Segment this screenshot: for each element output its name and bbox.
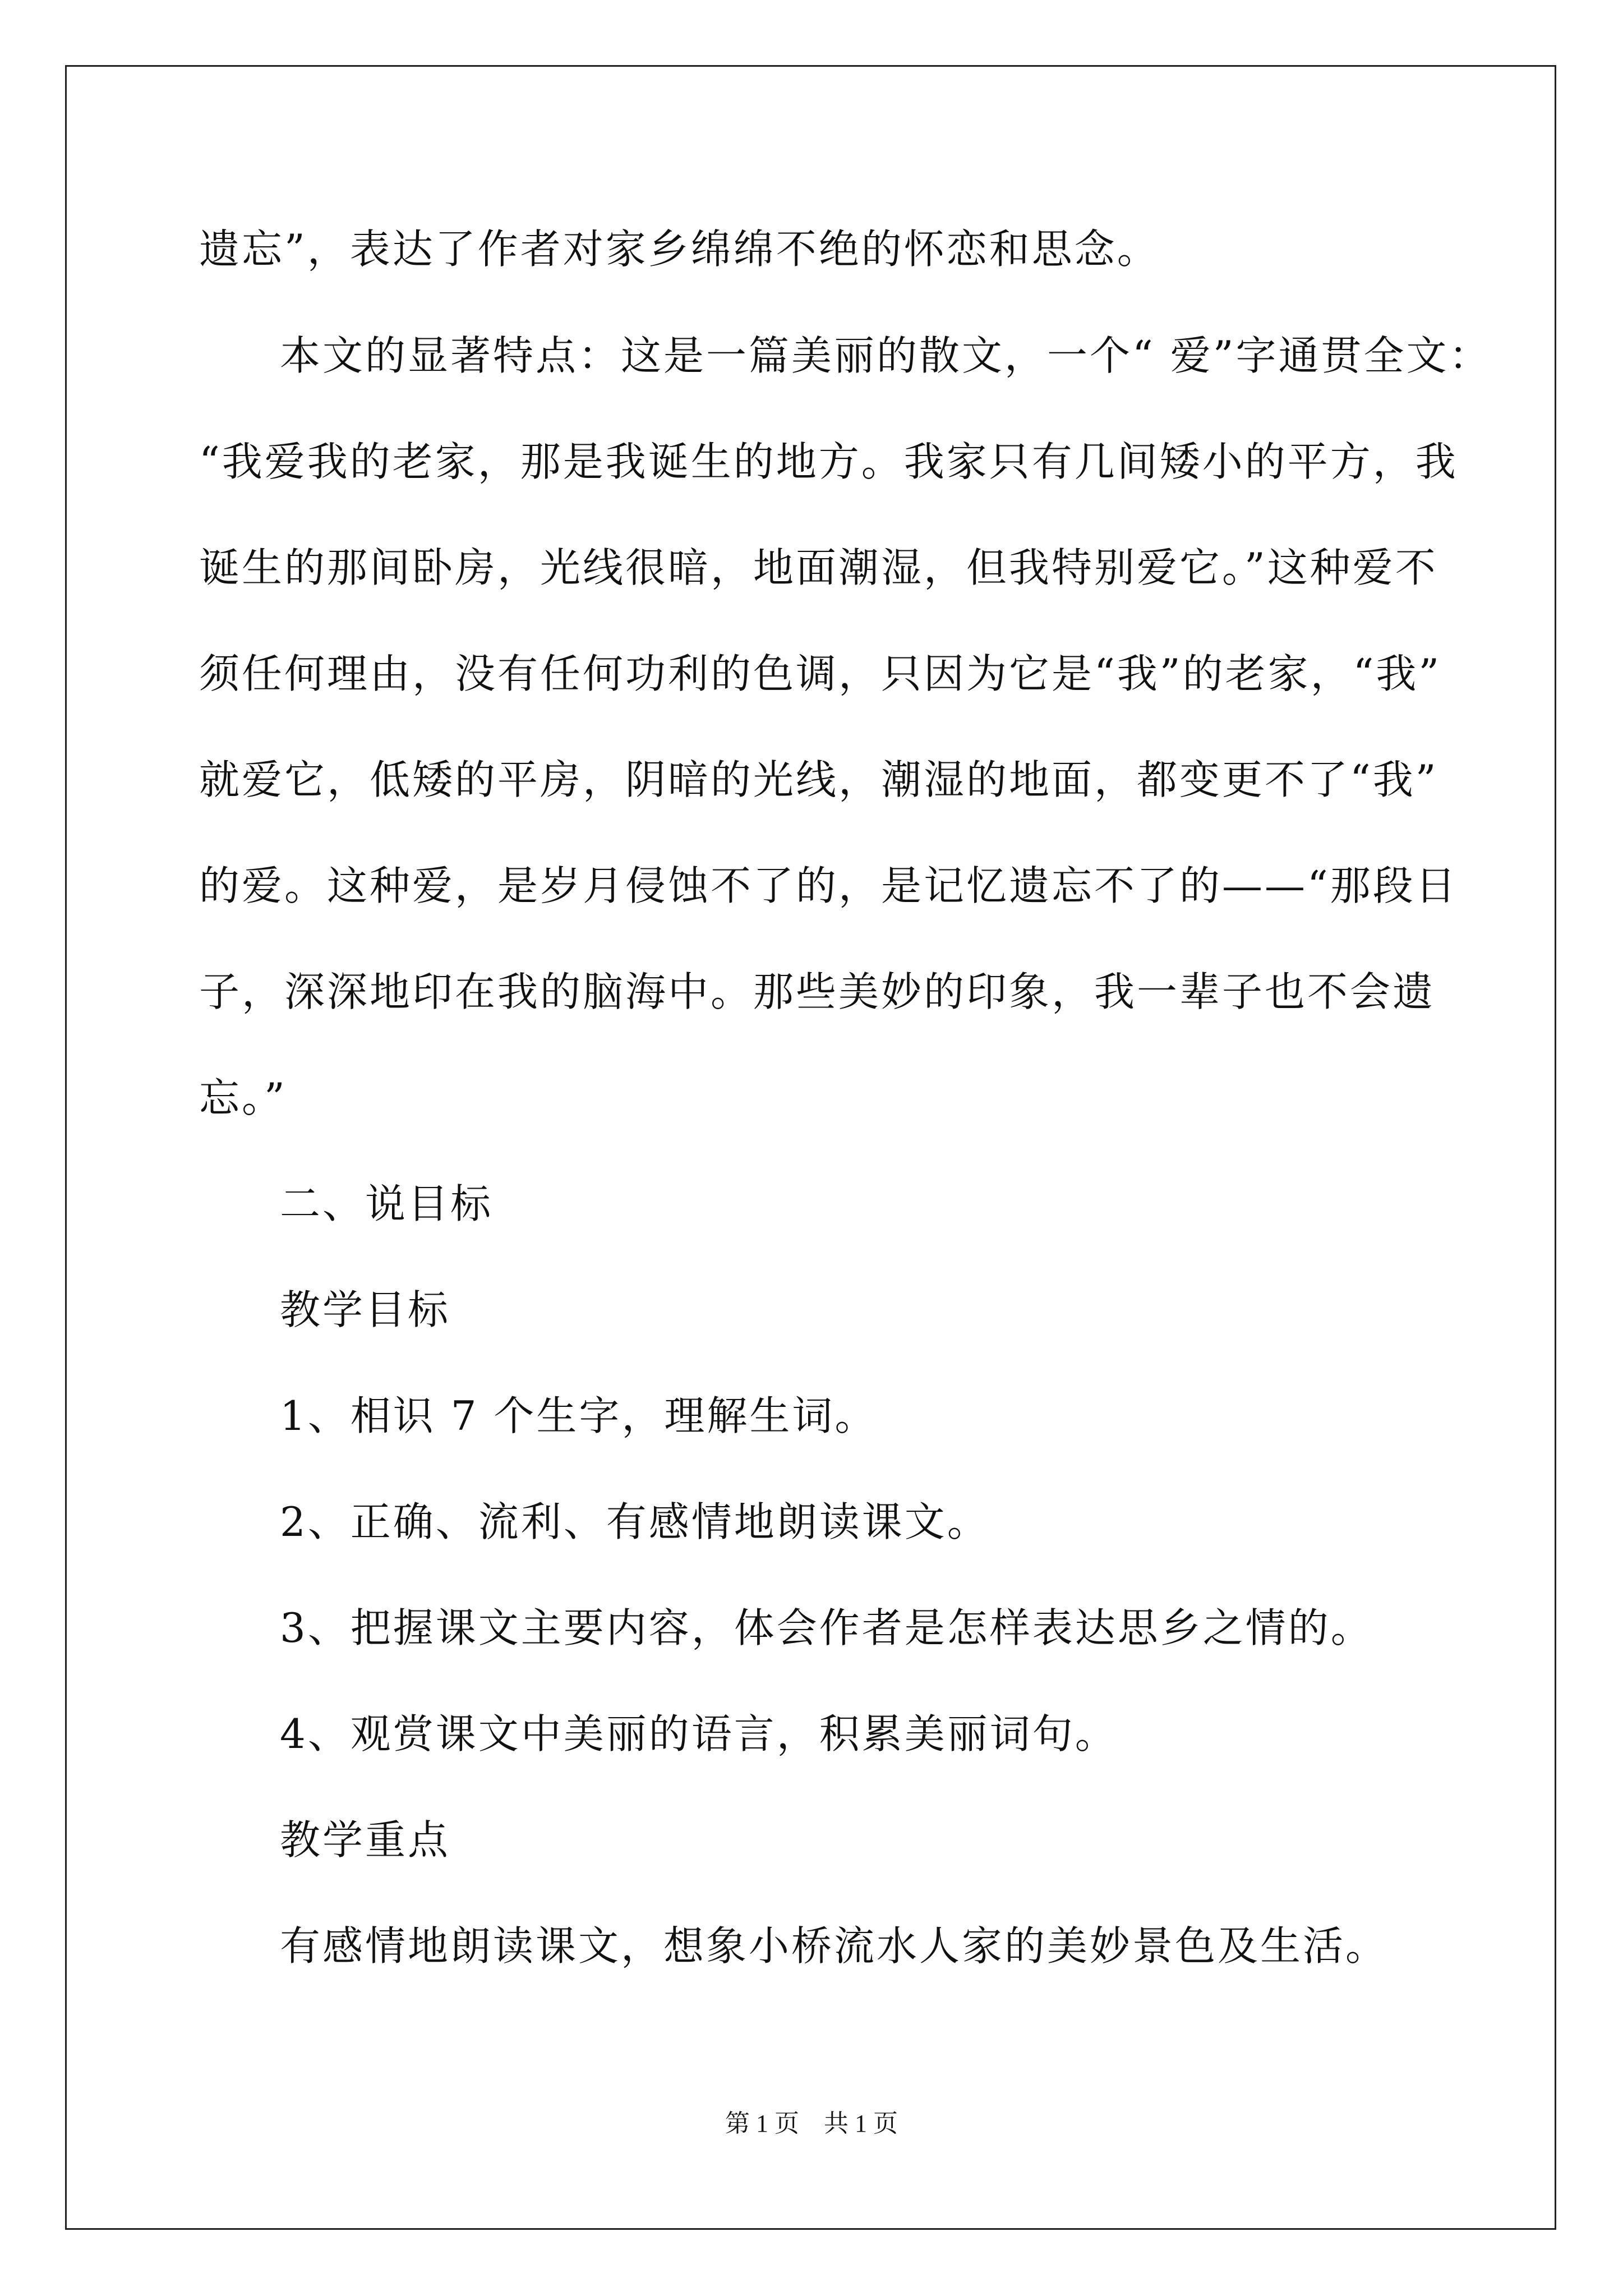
subheading: 教学目标 — [280, 1286, 451, 1333]
text-line: 诞生的那间卧房，光线很暗，地面潮湿，但我特别爱它。”这种爱不 — [199, 544, 1438, 591]
list-item: 1、相识 7 个生字，理解生词。 — [280, 1392, 878, 1439]
page-footer: 第 1 页 共 1 页 — [725, 2110, 898, 2137]
list-item: 2、正确、流利、有感情地朗读课文。 — [280, 1498, 990, 1545]
text-line: 忘。” — [199, 1074, 287, 1121]
text-line: 的爱。这种爱，是岁月侵蚀不了的，是记忆遗忘不了的——“那段日 — [199, 862, 1458, 909]
text-line: 遗忘”，表达了作者对家乡绵绵不绝的怀恋和思念。 — [199, 226, 1160, 273]
text-line: 有感情地朗读课文，想象小桥流水人家的美妙景色及生活。 — [280, 1922, 1389, 1970]
text-line: 就爱它，低矮的平房，阴暗的光线，潮湿的地面，都变更不了“我” — [199, 756, 1438, 803]
text-line: 须任何理由，没有任何功利的色调，只因为它是“我”的老家，“我” — [199, 650, 1442, 697]
text-line: 本文的显著特点：这是一篇美丽的散文，一个“ 爱”字通贯全文： — [280, 332, 1492, 379]
subheading: 教学重点 — [280, 1816, 451, 1864]
text-line: “我爱我的老家，那是我诞生的地方。我家只有几间矮小的平方，我 — [199, 438, 1458, 485]
page-border — [65, 65, 1556, 2230]
list-item: 4、观赏课文中美丽的语言，积累美丽词句。 — [280, 1710, 1118, 1757]
list-item: 3、把握课文主要内容，体会作者是怎样表达思乡之情的。 — [280, 1604, 1373, 1651]
section-heading: 二、说目标 — [280, 1180, 494, 1227]
text-line: 子，深深地印在我的脑海中。那些美妙的印象，我一辈子也不会遗 — [199, 968, 1436, 1015]
